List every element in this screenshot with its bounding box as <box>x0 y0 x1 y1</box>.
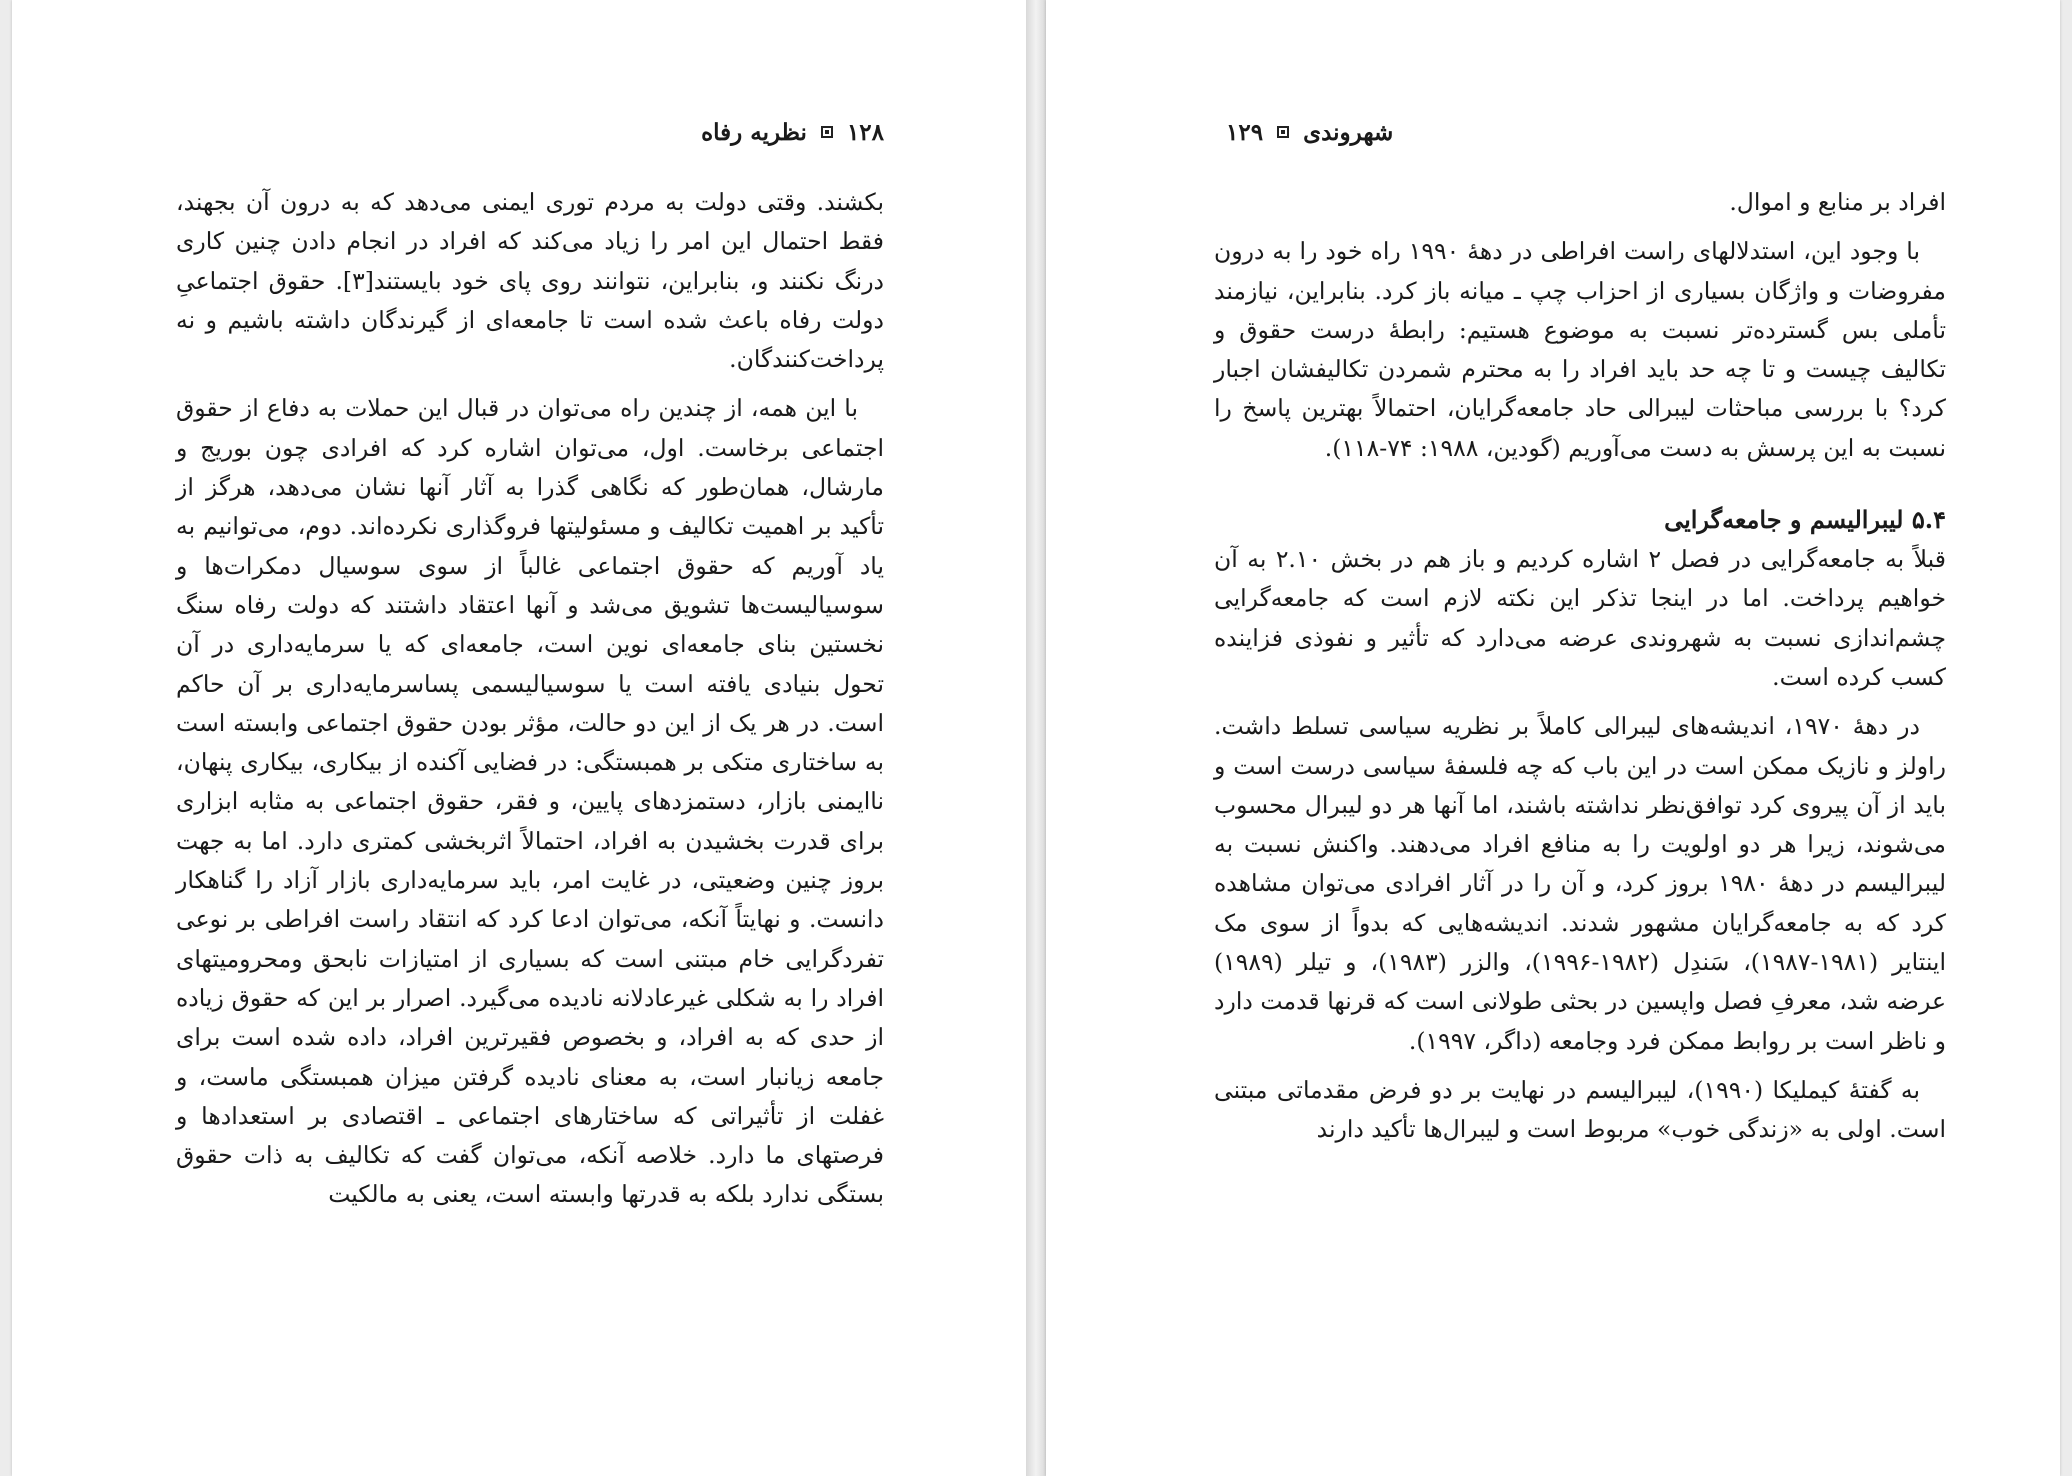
paragraph: افراد بر منابع و اموال. <box>1729 188 1946 216</box>
paragraph: با وجود این، استدلالهای راست افراطی در دههٔ ۱۹۹۰ راه خود را به درون مفروضات و واژگان بسیاری از احزاب چپ ـ میانه باز کرد. بنابراین، نیازمند تأملی بس گسترده‌تر نسبت به موضوع هستیم: رابطهٔ درست حقوق و تکالیف چیست و تا چه حد باید افراد را به محترم شمردن تکالیفشان اجبار کرد؟ با بررسی مباحثات لیبرالی حاد جامعه‌گرایان، احتمالاً بهترین پاسخ را نسبت به این پرسش به دست می‌آوریم (گودین، ۱۹۸۸: ۷۴-۱۱۸). <box>1214 237 1946 462</box>
page-number: ۱۲۹ <box>1226 118 1264 146</box>
left-page <box>12 0 1026 1476</box>
page-number: ۱۲۸ <box>846 118 884 146</box>
paragraph: بکشند. وقتی دولت به مردم توری ایمنی می‌دهد که به درون آن بجهند، فقط احتمال این امر را زیاد می‌کند که افراد در انجام دادن چنین کاری درنگ نکنند و، بنابراین، نتوانند روی پای خود بایستند[۳]. حقوق اجتماعیِ دولت رفاه باعث شده است تا جامعه‌ای از گیرندگان داشته باشیم و نه پرداخت‌کنندگان. <box>176 188 885 374</box>
paragraph: به گفتهٔ کیملیکا (۱۹۹۰)، لیبرالیسم در نهایت بر دو فرض مقدماتی مبتنی است. اولی به «زندگی خوب» مربوط است و لیبرال‌ها تأکید دارند <box>1214 1075 1946 1144</box>
running-title: نظریه رفاه <box>701 118 807 146</box>
running-title: شهروندی <box>1303 118 1394 146</box>
paragraph: در دههٔ ۱۹۷۰، اندیشه‌های لیبرالی کاملاً بر نظریه سیاسی تسلط داشت. راولز و نازیک ممکن است در این باب که چه فلسفهٔ سیاسی درست است و باید از آن پیروی کرد توافق‌نظر نداشته باشند، اما آنها هر دو لیبرال محسوب می‌شوند، زیرا هر دو اولویت را به منافع افراد می‌دهند. واکنش نسبت به لیبرالیسم در دههٔ ۱۹۸۰ بروز کرد، و آن را در آثار افرادی می‌توان مشاهده کرد که به جامعه‌گرایان مشهور شدند. اندیشه‌هایی که بدواً از سوی مک اینتایر (۱۹۸۱-۱۹۸۷)، سَندِل (۱۹۸۲-۱۹۹۶)، والزر (۱۹۸۳)، و تیلر (۱۹۸۹) عرضه شد، معرفِ فصل واپسین در بحثی طولانی است که قرنها قدمت دارد و ناظر است بر روابط ممکن فرد وجامعه (داگر، ۱۹۹۷). <box>1214 712 1947 1055</box>
paragraph: با این همه، از چندین راه می‌توان در قبال این حملات به دفاع از حقوق اجتماعی برخاست. اول، می‌توان اشاره کرد که افرادی چون بوریج و مارشال، همان‌طور که نگاهی گذرا به آثار آنها نشان می‌دهد، هرگز از تأکید بر اهمیت تکالیف و مسئولیتها فروگذاری نکرده‌اند. دوم، می‌توانیم به یاد آوریم که حقوق اجتماعی غالباً از سوی سوسیال دمکرات‌ها و سوسیالیست‌ها تشویق می‌شد و آنها اعتقاد داشتند که دولت رفاه سنگ نخستین بنای جامعه‌ای نوین است، جامعه‌ای که یا سرمایه‌داری در آن تحول بنیادی یافته است یا سوسیالیسمی پساسرمایه‌داری بر آن حاکم است. در هر یک از این دو حالت، مؤثر بودن حقوق اجتماعی وابسته است به ساختاری متکی بر همبستگی: در فضایی آکنده از بیکاری، بیکاری پنهان، ناایمنی بازار، دستمزدهای پایین، و فقر، حقوق اجتماعی به مثابه ابزاری برای قدرت بخشیدن به افراد، احتمالاً اثربخشی کمتری دارد. اما به جهت بروز چنین وضعیتی، در غایت امر، باید سرمایه‌داری بازار آزاد را گناهکار دانست. و نهایتاً آنکه، می‌توان ادعا کرد که انتقاد راست افراطی بر نوعی تفردگرایی خام مبتنی است که بسیاری از امتیازات نابحق ومحرومیتهای افراد را به شکلی غیرعادلانه نادیده می‌گیرد. اصرار بر این که حقوق زیاده از حدی که به افراد، و بخصوص فقیرترین افراد، داده شده است برای جامعه زیانبار است، به معنای نادیده گرفتن میزان همبستگی ماست، و غفلت از تأثیراتی که ساختارهای اجتماعی ـ اقتصادی بر استعدادها و فرصتهای ما دارد. خلاصه آنکه، می‌توان گفت که تکالیف به ذات حقوق بستگی ندارد بلکه به قدرتها وابسته است، یعنی به مالکیت <box>176 394 884 1209</box>
body-text-left <box>176 183 884 1225</box>
running-header-left <box>701 112 884 152</box>
book-gutter <box>1026 0 1046 1476</box>
square-bullet-icon <box>1277 126 1289 138</box>
running-header-right <box>1226 112 1393 152</box>
square-bullet-icon <box>821 126 833 138</box>
body-text-right <box>1214 183 1946 1160</box>
paragraph: قبلاً به جامعه‌گرایی در فصل ۲ اشاره کردیم و باز هم در بخش ۲.۱۰ به آن خواهیم پرداخت. اما در اینجا تذکر این نکته لازم است که جامعه‌گرایی چشم‌اندازی نسبت به شهروندی عرضه می‌دارد که تأثیر و نفوذی فزاینده کسب کرده است. <box>1214 545 1946 691</box>
right-page <box>1046 0 2060 1476</box>
section-heading: ۵.۴ لیبرالیسم و جامعه‌گرایی <box>1664 505 1946 535</box>
